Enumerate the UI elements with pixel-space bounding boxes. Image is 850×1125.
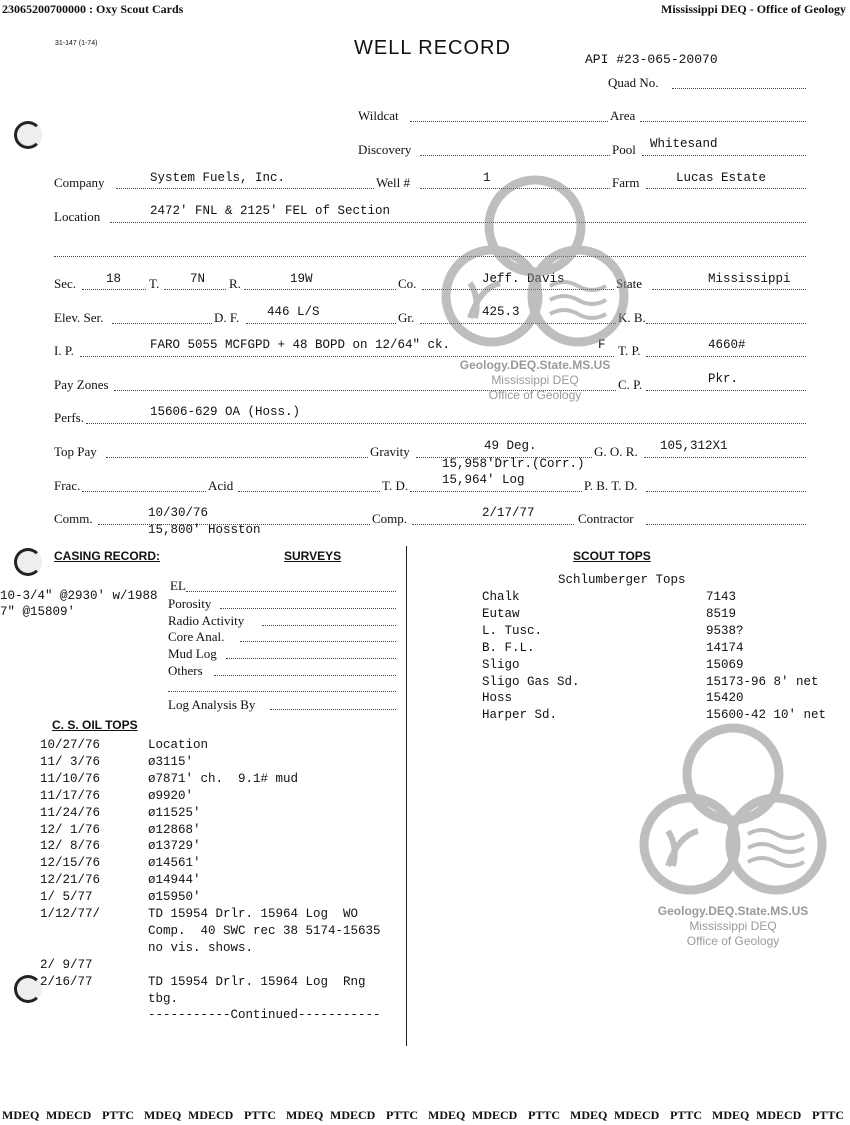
oil-top-date: 12/15/76 bbox=[40, 856, 101, 871]
scout-top-depth: 9538? bbox=[706, 623, 744, 638]
label-sec: Sec. bbox=[54, 276, 77, 291]
watermark-line3: Office of Geology bbox=[686, 934, 780, 948]
footer-tag: MDECD bbox=[472, 1108, 518, 1122]
value-ip-flag: F bbox=[598, 338, 606, 352]
watermark-line2: Mississippi DEQ bbox=[491, 373, 579, 387]
value-pool: Whitesand bbox=[650, 137, 718, 151]
value-gor: 105,312X1 bbox=[660, 439, 728, 453]
footer-tag: PTTC bbox=[528, 1108, 561, 1122]
footer-tag: MDEQ bbox=[570, 1108, 608, 1122]
punch-hole-icon bbox=[14, 548, 42, 576]
casing-line: 10-3/4" @2930' w/1988 bbox=[0, 589, 158, 603]
label-ip: I. P. bbox=[54, 343, 74, 358]
value-sec: 18 bbox=[106, 272, 122, 286]
value-co: Jeff. Davis bbox=[482, 272, 565, 286]
oil-top-text: ø3115' bbox=[148, 754, 194, 769]
footer-tag: PTTC bbox=[812, 1108, 845, 1122]
casing-line: 7" @15809' bbox=[0, 605, 76, 619]
scout-top-depth: 8519 bbox=[706, 606, 737, 621]
oil-top-date: 11/17/76 bbox=[40, 788, 101, 803]
footer-tag: PTTC bbox=[244, 1108, 277, 1122]
label-discovery: Discovery bbox=[358, 142, 412, 157]
value-t: 7N bbox=[190, 272, 206, 286]
header-right: Mississippi DEQ - Office of Geology bbox=[661, 2, 846, 16]
scout-top-depth: 15069 bbox=[706, 657, 744, 672]
oil-top-text: tbg. bbox=[148, 991, 179, 1006]
page-title: WELL RECORD bbox=[354, 37, 511, 59]
footer-tag: PTTC bbox=[102, 1108, 135, 1122]
footer-tag: MDECD bbox=[46, 1108, 92, 1122]
label-quad: Quad No. bbox=[608, 75, 659, 90]
label-df: D. F. bbox=[214, 310, 240, 325]
value-comm: 10/30/76 bbox=[148, 506, 209, 520]
label-gor: G. O. R. bbox=[594, 444, 638, 459]
watermark-line1: Geology.DEQ.State.MS.US bbox=[657, 904, 809, 918]
watermark-line1: Geology.DEQ.State.MS.US bbox=[459, 358, 611, 372]
value-location: 2472' FNL & 2125' FEL of Section bbox=[150, 204, 391, 218]
deq-logo-icon bbox=[628, 716, 838, 916]
footer-tag: MDEQ bbox=[428, 1108, 466, 1122]
value-perfs: 15606-629 OA (Hoss.) bbox=[150, 405, 301, 419]
oil-top-text: TD 15954 Drlr. 15964 Log WO bbox=[148, 907, 359, 921]
watermark-line3: Office of Geology bbox=[488, 388, 582, 402]
oil-top-text: no vis. shows. bbox=[148, 940, 254, 955]
scout-top-depth: 7143 bbox=[706, 590, 737, 604]
oil-top-text: Comp. 40 SWC rec 38 5174-15635 bbox=[148, 923, 381, 938]
value-df: 446 L/S bbox=[267, 305, 320, 319]
value-r: 19W bbox=[290, 272, 313, 286]
scout-top-name: Eutaw bbox=[482, 606, 520, 621]
footer-tag: MDEQ bbox=[712, 1108, 750, 1122]
oil-top-text: ø13729' bbox=[148, 839, 201, 854]
oil-top-text: ø7871' ch. 9.1# mud bbox=[148, 771, 299, 786]
oil-top-text: ø11525' bbox=[148, 805, 201, 820]
oil-top-text: ø15950' bbox=[148, 890, 201, 905]
label-acid: Acid bbox=[208, 478, 234, 493]
footer-tag: MDECD bbox=[188, 1108, 234, 1122]
deq-watermark-upper bbox=[430, 168, 643, 408]
label-cp: C. P. bbox=[618, 377, 643, 392]
api-number: API #23-065-20070 bbox=[585, 52, 718, 67]
header-left: 23065200700000 : Oxy Scout Cards bbox=[2, 2, 184, 16]
label-location: Location bbox=[54, 209, 101, 224]
deq-watermark-lower bbox=[628, 716, 838, 956]
label-comm: Comm. bbox=[54, 511, 93, 526]
oil-top-date: 1/ 5/77 bbox=[40, 890, 93, 905]
oil-top-date: 11/ 3/76 bbox=[40, 754, 101, 769]
value-cp: Pkr. bbox=[708, 372, 739, 386]
footer-tag: MDEQ bbox=[144, 1108, 182, 1122]
oil-top-text: ø9920' bbox=[148, 788, 194, 803]
scout-top-name: Chalk bbox=[482, 590, 520, 604]
oil-top-text: -----------Continued----------- bbox=[148, 1008, 381, 1023]
value-well: 1 bbox=[483, 171, 491, 185]
label-well: Well # bbox=[376, 175, 410, 190]
footer-tag: MDECD bbox=[614, 1108, 660, 1122]
label-td: T. D. bbox=[382, 478, 409, 493]
footer-tag: MDECD bbox=[330, 1108, 376, 1122]
survey-item: Others bbox=[168, 663, 203, 678]
label-state: State bbox=[616, 276, 642, 291]
value-comp: 2/17/77 bbox=[482, 506, 535, 520]
log-analysis-label: Log Analysis By bbox=[168, 697, 256, 712]
label-r: R. bbox=[229, 276, 241, 291]
oil-tops-title: C. S. OIL TOPS bbox=[52, 718, 138, 732]
survey-item: EL bbox=[170, 578, 186, 593]
label-pool: Pool bbox=[612, 142, 636, 157]
label-t: T. bbox=[149, 276, 160, 291]
punch-hole-icon bbox=[14, 121, 42, 149]
scout-top-depth: 15600-42 10' net bbox=[706, 708, 827, 723]
scout-tops-subtitle: Schlumberger Tops bbox=[558, 573, 686, 587]
scout-tops-title: SCOUT TOPS bbox=[573, 549, 651, 563]
label-elev: Elev. Ser. bbox=[54, 310, 104, 325]
value-company: System Fuels, Inc. bbox=[150, 171, 286, 185]
scout-top-name: Harper Sd. bbox=[482, 708, 558, 723]
scout-top-depth: 15420 bbox=[706, 691, 744, 706]
label-gr: Gr. bbox=[398, 310, 415, 325]
label-company: Company bbox=[54, 175, 105, 190]
surveys-title: SURVEYS bbox=[284, 549, 342, 563]
footer-tag: MDEQ bbox=[2, 1108, 40, 1122]
oil-top-text: ø14944' bbox=[148, 873, 201, 888]
value-td-drlr: 15,958'Drlr.(Corr.) bbox=[442, 457, 585, 471]
punch-hole-icon bbox=[14, 975, 42, 1003]
value-gr: 425.3 bbox=[482, 305, 520, 319]
scout-top-name: Sligo bbox=[482, 657, 520, 672]
oil-top-text: Location bbox=[148, 738, 209, 752]
oil-top-date: 1/12/77/ bbox=[40, 907, 101, 921]
label-area: Area bbox=[610, 108, 636, 123]
oil-top-text: ø12868' bbox=[148, 822, 201, 837]
value-farm: Lucas Estate bbox=[676, 171, 767, 185]
label-toppay: Top Pay bbox=[54, 444, 97, 459]
casing-record-title: CASING RECORD: bbox=[54, 549, 161, 563]
scout-top-depth: 14174 bbox=[706, 640, 744, 655]
label-perfs: Perfs. bbox=[54, 410, 84, 425]
value-td-log: 15,964' Log bbox=[442, 473, 525, 487]
deq-logo-icon bbox=[430, 168, 640, 368]
footer-tag: MDECD bbox=[756, 1108, 802, 1122]
oil-top-date: 12/21/76 bbox=[40, 873, 101, 888]
label-payzones: Pay Zones bbox=[54, 377, 109, 392]
survey-item: Core Anal. bbox=[168, 629, 225, 644]
oil-top-date: 2/ 9/77 bbox=[40, 957, 93, 972]
oil-top-text: ø14561' bbox=[148, 856, 201, 871]
value-state: Mississippi bbox=[708, 272, 791, 286]
scout-top-name: B. F.L. bbox=[482, 640, 535, 655]
label-farm: Farm bbox=[612, 175, 640, 190]
oil-top-date: 11/10/76 bbox=[40, 771, 101, 786]
label-tp: T. P. bbox=[618, 343, 641, 358]
scout-top-depth: 15173-96 8' net bbox=[706, 674, 819, 689]
label-co: Co. bbox=[398, 276, 417, 291]
survey-item: Radio Activity bbox=[168, 613, 245, 628]
oil-top-date: 12/ 1/76 bbox=[40, 822, 101, 837]
form-code: 31-147 (1-74) bbox=[55, 40, 98, 47]
watermark-line2: Mississippi DEQ bbox=[689, 919, 777, 933]
oil-top-date: 11/24/76 bbox=[40, 805, 101, 820]
survey-item: Porosity bbox=[168, 596, 212, 611]
scout-top-name: Sligo Gas Sd. bbox=[482, 674, 580, 689]
label-frac: Frac. bbox=[54, 478, 81, 493]
value-gravity: 49 Deg. bbox=[484, 439, 537, 453]
scout-top-name: Hoss bbox=[482, 691, 513, 706]
footer-tag: PTTC bbox=[670, 1108, 703, 1122]
oil-top-date: 12/ 8/76 bbox=[40, 839, 101, 854]
value-ip: FARO 5055 MCFGPD + 48 BOPD on 12/64" ck. bbox=[150, 338, 451, 352]
oil-top-date: 2/16/77 bbox=[40, 974, 93, 989]
label-gravity: Gravity bbox=[370, 444, 410, 459]
oil-top-date: 10/27/76 bbox=[40, 738, 101, 752]
value-tp: 4660# bbox=[708, 338, 746, 352]
oil-top-text: TD 15954 Drlr. 15964 Log Rng bbox=[148, 974, 366, 989]
survey-item: Mud Log bbox=[168, 646, 217, 661]
footer-tag: PTTC bbox=[386, 1108, 419, 1122]
scout-top-name: L. Tusc. bbox=[482, 623, 543, 638]
footer-tag: MDEQ bbox=[286, 1108, 324, 1122]
label-kb: K. B. bbox=[618, 310, 646, 325]
label-wildcat: Wildcat bbox=[358, 108, 399, 123]
label-comp: Comp. bbox=[372, 511, 408, 526]
label-pbtd: P. B. T. D. bbox=[584, 478, 638, 493]
label-contractor: Contractor bbox=[578, 511, 634, 526]
value-comm-formation: 15,800' Hosston bbox=[148, 523, 261, 537]
